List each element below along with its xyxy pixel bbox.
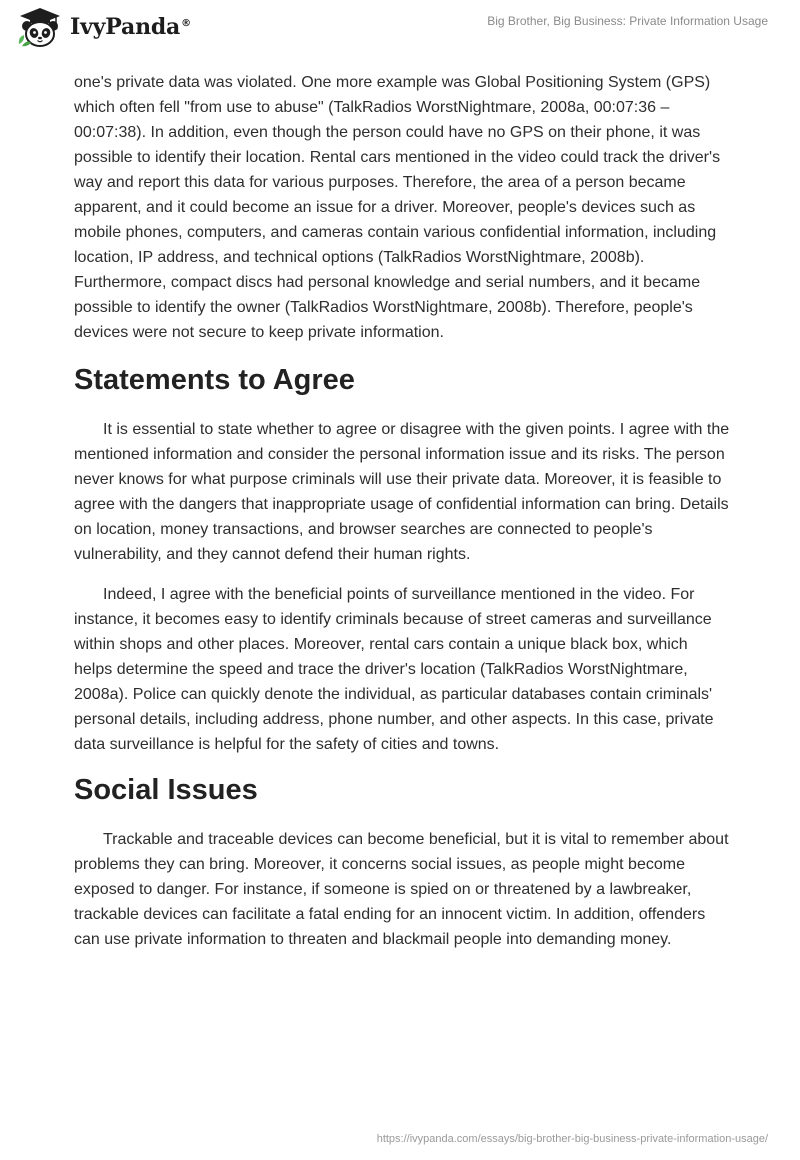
paragraph-agree-1: It is essential to state whether to agree or disagree with the given points. I agree with the mentioned information and consider the personal information issue and its risks. The person never knows for what purpose criminals will use their private data. Moreover, it is feasible to agree with the dangers that inappropriate usage of confidential information can bring. Details on location, money transactions, and browser searches are connected to people's vulnerability, and they cannot defend their human rights. <box>74 421 730 563</box>
page-header <box>0 0 800 76</box>
ivypanda-logo[interactable] <box>16 6 191 48</box>
heading-statements-to-agree: Statements to Agree <box>74 364 355 396</box>
registered-mark: ® <box>181 17 191 29</box>
essay-content <box>74 70 730 952</box>
brand-name: IvyPanda® <box>70 14 191 40</box>
paragraph-intro: one's private data was violated. One more example was Global Positioning System (GPS) which often fell "from use to abuse" (TalkRadios WorstNightmare, 2008a, 00:07:36 – 00:07:38). In addition, even though the person could have no GPS on their phone, it was possible to identify their location. Rental cars mentioned in the video could track the driver's way and report this data for various purposes. Therefore, the area of a person became apparent, and it could become an issue for a driver. Moreover, people's devices such as mobile phones, computers, and cameras contain various confidential information, including location, IP address, and technical options (TalkRadios WorstNightmare, 2008b). Furthermore, compact discs had personal knowledge and serial numbers, and it became possible to identify the owner (TalkRadios WorstNightmare, 2008b). Therefore, people's devices were not secure to keep private information. <box>74 74 721 341</box>
paragraph-social-1: Trackable and traceable devices can become beneficial, but it is vital to remember about problems they can bring. Moreover, it concerns social issues, as people might become exposed to danger. For instance, if someone is spied on or threatened by a lawbreaker, trackable devices can facilitate a fatal ending for an innocent victim. In addition, offenders can use private information to threaten and blackmail people into demanding money. <box>74 831 729 948</box>
paragraph-agree-2: Indeed, I agree with the beneficial points of surveillance mentioned in the video. For instance, it becomes easy to identify criminals because of street cameras and surveillance within shops and other places. Moreover, rental cars contain a unique black box, which helps determine the speed and trace the driver's location (TalkRadios WorstNightmare, 2008a). Police can quickly denote the individual, as particular databases contain criminals' personal details, including address, phone number, and other aspects. In this case, private data surveillance is helpful for the safety of cities and towns. <box>74 586 714 753</box>
heading-social-issues: Social Issues <box>74 774 258 806</box>
panda-graduate-icon <box>16 6 64 48</box>
document-title: Big Brother, Big Business: Private Information Usage <box>487 14 768 28</box>
source-url[interactable]: https://ivypanda.com/essays/big-brother-big-business-private-information-usage/ <box>376 1133 768 1145</box>
